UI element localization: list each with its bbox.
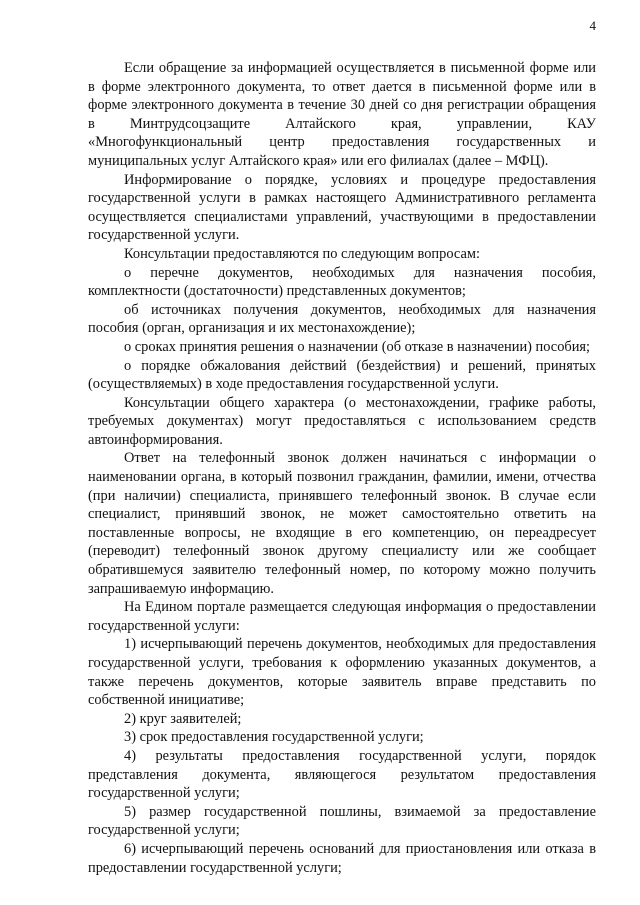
paragraph-portal-info: На Едином портале размещается следующая информация о предоставлении государственной услуги: bbox=[88, 599, 596, 634]
list-item-service-term: 3) срок предоставления государственной услуги; bbox=[124, 729, 424, 746]
page-number: 4 bbox=[589, 18, 596, 33]
list-item-appeal-procedure: о порядке обжалования действий (бездействия) и решений, принятых (осуществляемых) в ходе предоставления государственной услуги. bbox=[88, 357, 596, 393]
document-body bbox=[88, 59, 596, 877]
list-item-service-results: 4) результаты предоставления государственной услуги, порядок представления документа, являющегося результатом предоставления государственной услуги; bbox=[88, 747, 596, 802]
list-item-state-duty: 5) размер государственной пошлины, взимаемой за предоставление государственной услуги; bbox=[88, 803, 596, 839]
paragraph-informing-procedure: Информирование о порядке, условиях и процедуре предоставления государственной услуги в рамках настоящего Административного регламента осуществляется специалистами управлений, участвующими в предоставлении государственной услуги. bbox=[88, 171, 596, 244]
list-item-portal-documents: 1) исчерпывающий перечень документов, необходимых для предоставления государственной услуги, требования к оформлению указанных документов, а также перечень документов, которые заявитель вправе представить по собственной инициативе; bbox=[88, 636, 596, 709]
list-item-decision-deadlines: о сроках принятия решения о назначении (об отказе в назначении) пособия; bbox=[124, 338, 591, 355]
paragraph-phone-call-answer: Ответ на телефонный звонок должен начинаться с информации о наименовании органа, в который позвонил гражданин, фамилии, имени, отчества (при наличии) специалиста, принявшего телефонный звонок. В случае если специалист, принявший звонок, не может самостоятельно ответить на поставленные вопросы, не входящие в его компетенцию, он переадресует (переводит) телефонный звонок другому специалисту или же сообщает обратившемуся заявителю телефонный номер, по которому можно получить запрашиваемую информацию. bbox=[88, 450, 596, 597]
paragraph-inquiry-response: Если обращение за информацией осуществляется в письменной форме или в форме электронного документа, то ответ дается в письменной форме или в форме электронного документа в течение 30 дней со дня регистрации обращения в Минтрудсоцзащите Алтайского края, управлении, КАУ «Многофункциональный центр предоставления государственных и муниципальных услуг Алтайского края» или его филиалах (далее – МФЦ). bbox=[88, 60, 596, 169]
list-item-applicants: 2) круг заявителей; bbox=[124, 710, 242, 727]
paragraph-general-consultations: Консультации общего характера (о местонахождении, графике работы, требуемых документах) могут предоставляться с использованием средств автоинформирования. bbox=[88, 394, 596, 448]
list-item-refusal-grounds: 6) исчерпывающий перечень оснований для приостановления или отказа в предоставлении государственной услуги; bbox=[88, 840, 596, 876]
paragraph-consultation-topics: Консультации предоставляются по следующим вопросам: bbox=[124, 245, 480, 262]
list-item-document-sources: об источниках получения документов, необходимых для назначения пособия (орган, организация и их местонахождение); bbox=[88, 301, 596, 337]
list-item-documents-list: о перечне документов, необходимых для назначения пособия, комплектности (достаточности) представленных документов; bbox=[88, 264, 596, 300]
